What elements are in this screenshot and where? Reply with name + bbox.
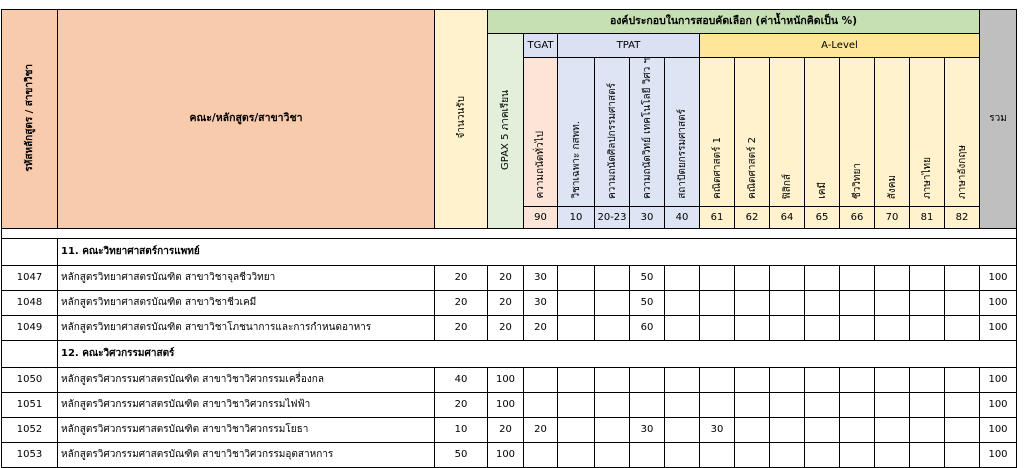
score-weight: 20 (524, 417, 558, 442)
score-weight (665, 315, 700, 340)
seat-count: 20 (435, 265, 488, 290)
subject-code: 82 (945, 206, 980, 228)
header-code: รหัสหลักสูตร / สาขาวิชา (2, 10, 58, 229)
subject-label: ความถนัดวิทย์ เทคโนโลยี วิศว ฯ (641, 58, 653, 199)
score-weight (840, 367, 875, 392)
score-weight (700, 367, 735, 392)
program-name: หลักสูตรวิศวกรรมศาสตรบัณฑิต สาขาวิชาวิศวกรรมโยธา (58, 417, 435, 442)
score-weight (875, 290, 910, 315)
score-weight (595, 392, 630, 417)
program-code: 1048 (2, 290, 58, 315)
score-weight: 60 (630, 315, 665, 340)
score-weight: 30 (524, 265, 558, 290)
score-weight: 20 (524, 315, 558, 340)
section-row (2, 238, 1017, 265)
subject-label: คณิตศาสตร์ 1 (711, 137, 723, 199)
score-weight (910, 265, 945, 290)
table-row (2, 315, 1017, 340)
spacer-cell (524, 228, 558, 238)
spacer-cell (665, 228, 700, 238)
score-weight (558, 315, 595, 340)
score-weight (910, 367, 945, 392)
score-weight (805, 290, 840, 315)
spacer-cell (980, 228, 1017, 238)
program-code: 1052 (2, 417, 58, 442)
total-weight: 100 (980, 392, 1017, 417)
total-weight: 100 (980, 315, 1017, 340)
admission-table (1, 9, 1017, 468)
header-gpax: GPAX 5 ภาคเรียน (488, 34, 524, 229)
subject-label: ชีววิทยา (851, 162, 863, 199)
score-weight (770, 265, 805, 290)
score-weight (840, 442, 875, 467)
subject-header (910, 58, 945, 207)
spacer-cell (700, 228, 735, 238)
spacer-cell (2, 228, 58, 238)
spacer-cell (58, 228, 435, 238)
score-weight (875, 367, 910, 392)
subject-code: 90 (524, 206, 558, 228)
score-weight (840, 315, 875, 340)
score-weight (524, 442, 558, 467)
score-weight (665, 290, 700, 315)
subject-code: 81 (910, 206, 945, 228)
subject-header (875, 58, 910, 207)
subject-code: 40 (665, 206, 700, 228)
score-weight (770, 290, 805, 315)
gpax-weight: 20 (488, 265, 524, 290)
seat-count: 20 (435, 290, 488, 315)
score-weight (665, 265, 700, 290)
program-code: 1050 (2, 367, 58, 392)
score-weight (735, 392, 770, 417)
score-weight (945, 290, 980, 315)
score-weight (770, 315, 805, 340)
subject-label: สถาปัตยกรรมศาสตร์ (676, 109, 688, 199)
score-weight (910, 290, 945, 315)
score-weight (558, 442, 595, 467)
section-code-cell (2, 238, 58, 265)
subject-header (805, 58, 840, 207)
score-weight (770, 442, 805, 467)
header-tpat: TPAT (558, 34, 700, 58)
score-weight (558, 265, 595, 290)
subject-header (770, 58, 805, 207)
score-weight (735, 290, 770, 315)
subject-code: 65 (805, 206, 840, 228)
score-weight (805, 315, 840, 340)
score-weight (735, 417, 770, 442)
subject-code: 30 (630, 206, 665, 228)
header-components: องค์ประกอบในการสอบคัดเลือก (ค่าน้ำหนักคิดเป็น %) (488, 10, 980, 34)
program-name: หลักสูตรวิทยาศาสตรบัณฑิต สาขาวิชาชีวเคมี (58, 290, 435, 315)
section-row (2, 340, 1017, 367)
spacer-cell (735, 228, 770, 238)
score-weight (945, 392, 980, 417)
total-weight: 100 (980, 265, 1017, 290)
section-code-cell (2, 340, 58, 367)
score-weight (735, 367, 770, 392)
spacer-cell (875, 228, 910, 238)
subject-header (595, 58, 630, 207)
section-title: 11. คณะวิทยาศาสตร์การแพทย์ (58, 238, 1017, 265)
score-weight: 30 (630, 417, 665, 442)
score-weight (630, 442, 665, 467)
score-weight (665, 417, 700, 442)
spacer-cell (558, 228, 595, 238)
table-row (2, 367, 1017, 392)
score-weight (945, 367, 980, 392)
gpax-weight: 20 (488, 315, 524, 340)
score-weight (524, 392, 558, 417)
header-tgat: TGAT (524, 34, 558, 58)
score-weight (945, 442, 980, 467)
score-weight (665, 367, 700, 392)
section-title: 12. คณะวิศวกรรมศาสตร์ (58, 340, 1017, 367)
subject-header (630, 58, 665, 207)
score-weight (665, 442, 700, 467)
score-weight (735, 315, 770, 340)
subject-code: 20-23 (595, 206, 630, 228)
score-weight: 50 (630, 290, 665, 315)
subject-label: ความถนัดทั่วไป (535, 131, 546, 199)
spacer-cell (770, 228, 805, 238)
subject-label: ภาษาไทย (921, 157, 933, 199)
score-weight (875, 265, 910, 290)
score-weight (595, 417, 630, 442)
score-weight (595, 290, 630, 315)
spacer-cell (945, 228, 980, 238)
subject-code: 62 (735, 206, 770, 228)
score-weight (805, 367, 840, 392)
total-weight: 100 (980, 290, 1017, 315)
table-row (2, 442, 1017, 467)
gpax-weight: 100 (488, 367, 524, 392)
subject-header (840, 58, 875, 207)
score-weight (595, 265, 630, 290)
spacer-cell (595, 228, 630, 238)
subject-label: คณิตศาสตร์ 2 (746, 137, 758, 199)
gpax-weight: 20 (488, 417, 524, 442)
subject-header (700, 58, 735, 207)
score-weight (558, 417, 595, 442)
program-name: หลักสูตรวิศวกรรมศาสตรบัณฑิต สาขาวิชาวิศวกรรมเครื่องกล (58, 367, 435, 392)
score-weight (700, 315, 735, 340)
score-weight (840, 265, 875, 290)
subject-code: 70 (875, 206, 910, 228)
score-weight (840, 417, 875, 442)
header-count: จำนวนรับ (435, 10, 488, 229)
score-weight (558, 392, 595, 417)
seat-count: 20 (435, 392, 488, 417)
subject-header (524, 58, 558, 207)
total-weight: 100 (980, 367, 1017, 392)
score-weight (558, 367, 595, 392)
table-row (2, 290, 1017, 315)
subject-code: 66 (840, 206, 875, 228)
score-weight (910, 392, 945, 417)
score-weight (875, 392, 910, 417)
program-name: หลักสูตรวิทยาศาสตรบัณฑิต สาขาวิชาจุลชีววิทยา (58, 265, 435, 290)
score-weight (770, 392, 805, 417)
program-name: หลักสูตรวิศวกรรมศาสตรบัณฑิต สาขาวิชาวิศวกรรมอุตสาหการ (58, 442, 435, 467)
subject-label: ฟิสิกส์ (781, 173, 793, 199)
score-weight (875, 417, 910, 442)
score-weight (700, 290, 735, 315)
score-weight (910, 442, 945, 467)
score-weight (700, 442, 735, 467)
total-weight: 100 (980, 417, 1017, 442)
score-weight (595, 367, 630, 392)
header-alevel: A-Level (700, 34, 980, 58)
gpax-weight: 20 (488, 290, 524, 315)
score-weight (910, 315, 945, 340)
total-weight: 100 (980, 442, 1017, 467)
spacer-cell (910, 228, 945, 238)
score-weight (735, 265, 770, 290)
score-weight (945, 417, 980, 442)
score-weight (595, 315, 630, 340)
score-weight: 30 (700, 417, 735, 442)
score-weight (805, 417, 840, 442)
spacer-cell (805, 228, 840, 238)
subject-label: ภาษาอังกฤษ (956, 144, 968, 199)
spacer-cell (840, 228, 875, 238)
program-code: 1051 (2, 392, 58, 417)
subject-label: วิชาเฉพาะ กสพท. (570, 121, 582, 199)
table-row (2, 417, 1017, 442)
program-code: 1047 (2, 265, 58, 290)
score-weight (805, 392, 840, 417)
seat-count: 10 (435, 417, 488, 442)
score-weight (805, 265, 840, 290)
score-weight: 30 (524, 290, 558, 315)
program-name: หลักสูตรวิทยาศาสตรบัณฑิต สาขาวิชาโภชนาการและการกำหนดอาหาร (58, 315, 435, 340)
subject-header (735, 58, 770, 207)
subject-code: 64 (770, 206, 805, 228)
score-weight (700, 265, 735, 290)
score-weight (700, 392, 735, 417)
spacer-cell (488, 228, 524, 238)
score-weight (770, 367, 805, 392)
subject-header (945, 58, 980, 207)
score-weight (595, 442, 630, 467)
subject-label: สังคม (886, 174, 898, 199)
table-row (2, 392, 1017, 417)
score-weight: 50 (630, 265, 665, 290)
subject-code: 10 (558, 206, 595, 228)
score-weight (910, 417, 945, 442)
score-weight (840, 392, 875, 417)
header-total: รวม (980, 10, 1017, 229)
spacer-cell (630, 228, 665, 238)
gpax-weight: 100 (488, 392, 524, 417)
score-weight (735, 442, 770, 467)
table-row (2, 265, 1017, 290)
gpax-weight: 100 (488, 442, 524, 467)
score-weight (875, 442, 910, 467)
program-code: 1053 (2, 442, 58, 467)
subject-header (558, 58, 595, 207)
subject-label: เคมี (816, 182, 828, 199)
score-weight (770, 417, 805, 442)
score-weight (630, 367, 665, 392)
header-faculty: คณะ/หลักสูตร/สาขาวิชา (58, 10, 435, 229)
seat-count: 50 (435, 442, 488, 467)
program-name: หลักสูตรวิศวกรรมศาสตรบัณฑิต สาขาวิชาวิศวกรรมไฟฟ้า (58, 392, 435, 417)
subject-label: ความถนัดศิลปกรรมศาสตร์ (606, 82, 618, 199)
subject-header (665, 58, 700, 207)
program-code: 1049 (2, 315, 58, 340)
score-weight (630, 392, 665, 417)
score-weight (558, 290, 595, 315)
score-weight (945, 265, 980, 290)
subject-code: 61 (700, 206, 735, 228)
seat-count: 20 (435, 315, 488, 340)
score-weight (840, 290, 875, 315)
score-weight (945, 315, 980, 340)
score-weight (875, 315, 910, 340)
score-weight (524, 367, 558, 392)
seat-count: 40 (435, 367, 488, 392)
spacer-cell (435, 228, 488, 238)
score-weight (665, 392, 700, 417)
score-weight (805, 442, 840, 467)
